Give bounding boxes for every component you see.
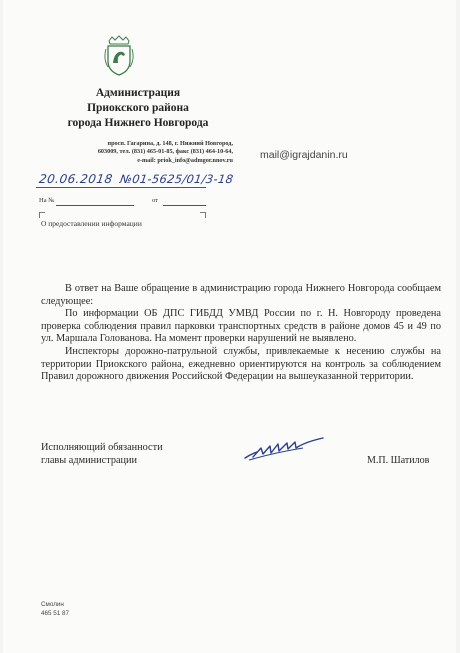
recipient-email: mail@igrajdanin.ru (260, 149, 348, 161)
address-line-1: просп. Гагарина, д. 148, г. Нижний Новгород, (107, 140, 233, 147)
executor-info (41, 600, 69, 618)
subject-corner-right-icon (200, 212, 206, 218)
letter-page (3, 0, 456, 653)
signer-position (41, 441, 191, 467)
reference-date-label: от (152, 197, 159, 204)
signature-icon (243, 436, 325, 462)
reference-number-label: На № (39, 197, 55, 204)
letter-body (41, 283, 441, 384)
org-line-3: города Нижнего Новгорода (67, 117, 209, 129)
address-line-2: 603009, тел. (831) 465-01-85, факс (831) 464-10-64, (97, 148, 233, 156)
address-line-3: e-mail: priok_info@admgor.nnov.ru (137, 156, 233, 164)
body-paragraph-2: По информации ОБ ДПС ГИБДД УМВД России по г. Н. Новгороду проведена проверка соблюдения правил парковки транспортных средств в районе домов 45 и 49 по ул. Маршала Голованова. На момент проверки нарушений не выявлено. (41, 308, 441, 345)
registration-date: 20.06.2018 (38, 172, 114, 186)
executor-name: Смолин (41, 601, 64, 608)
body-paragraph-3: Инспекторы дорожно-патрульной службы, привлекаемые к несению службы на территории Приокского района, ежедневно ориентируются на контроль за соблюдением Правил дорожного движения Российской Федерации на вышеуказанной территории. (41, 345, 441, 383)
registration-underline (36, 187, 206, 188)
signer-name: М.П. Шатилов (367, 455, 430, 466)
reference-number-line (56, 205, 134, 206)
subject-corner-left-icon (39, 212, 45, 218)
signer-position-line-2: главы администрации (41, 455, 138, 466)
letter-subject: О предоставлении информации (41, 219, 142, 228)
coat-of-arms-icon (102, 35, 136, 77)
organization-name (43, 86, 233, 131)
body-paragraph-1: В ответ на Ваше обращение в администрацию города Нижнего Новгорода сообщаем следующее: (41, 283, 441, 307)
reference-date-line (163, 205, 206, 206)
organization-address (23, 140, 233, 165)
executor-phone: 465 51 87 (41, 610, 70, 617)
signer-position-line-1: Исполняющий обязанности (41, 442, 163, 453)
registration-number: №01-5625/01/3-18 (119, 172, 235, 186)
org-line-2: Приокского района (87, 102, 189, 114)
org-line-1: Администрация (95, 87, 181, 99)
